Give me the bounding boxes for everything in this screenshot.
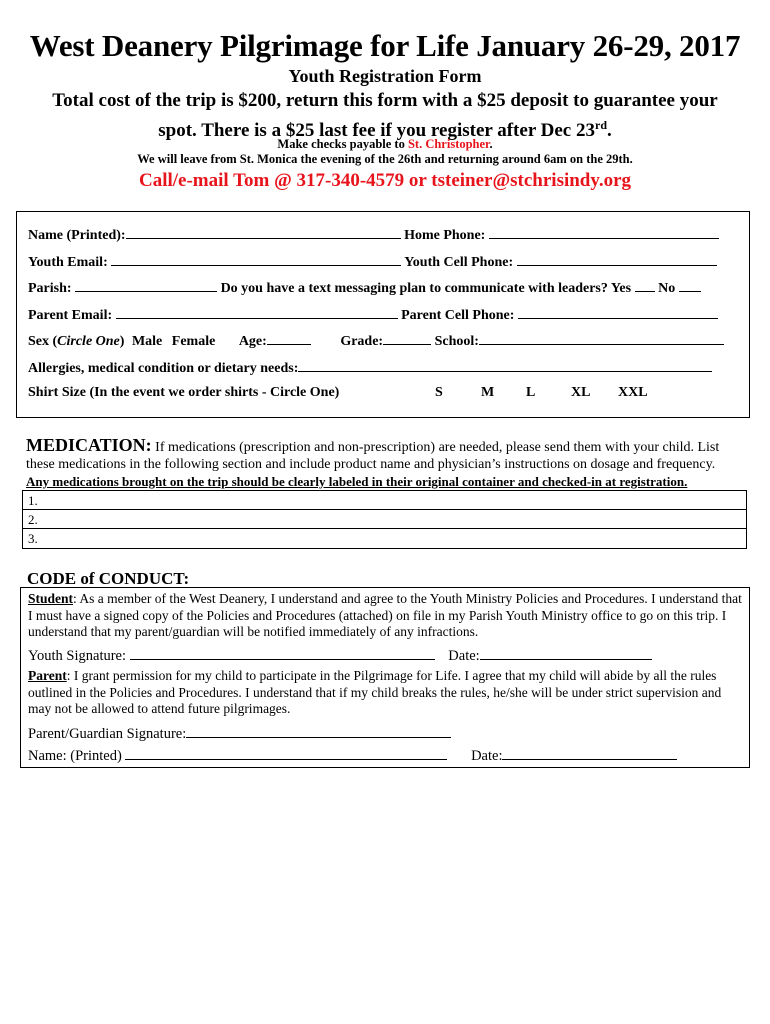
checks-payee: St. Christopher bbox=[407, 137, 490, 151]
home-phone-field[interactable] bbox=[489, 226, 719, 239]
guardian-signature-row bbox=[28, 725, 451, 743]
registration-box bbox=[16, 211, 750, 418]
cost-line-1: Total cost of the trip is $200, return this form with a $25 deposit to guarantee your bbox=[52, 90, 718, 111]
youth-cell-label: Youth Cell Phone: bbox=[404, 255, 514, 270]
parent-statement bbox=[28, 668, 744, 718]
size-xl[interactable]: XL bbox=[571, 385, 591, 400]
parent-name-row bbox=[28, 747, 677, 765]
grade-field[interactable] bbox=[383, 332, 431, 345]
sex-label-end: ) bbox=[119, 334, 125, 349]
cost-info bbox=[18, 89, 752, 143]
name-field[interactable] bbox=[126, 226, 401, 239]
checks-suffix: . bbox=[489, 137, 493, 151]
home-phone-label: Home Phone: bbox=[404, 228, 486, 243]
sex-row bbox=[28, 332, 724, 350]
name-printed-label: Name: (Printed) bbox=[28, 748, 122, 764]
sex-label: Sex ( bbox=[28, 334, 58, 349]
youth-signature-row bbox=[28, 647, 652, 665]
age-field[interactable] bbox=[267, 332, 311, 345]
parent-email-field[interactable] bbox=[116, 306, 398, 319]
cost-line-2: spot. There is a $25 last fee if you register after Dec 23 bbox=[158, 120, 595, 141]
contact-info: Call/e-mail Tom @ 317-340-4579 or tsteiner@stchrisindy.org bbox=[138, 170, 632, 191]
no-label: No bbox=[658, 281, 676, 296]
name-label: Name (Printed): bbox=[28, 228, 126, 243]
text-plan-question: Do you have a text messaging plan to communicate with leaders? bbox=[220, 281, 608, 296]
youth-email-field[interactable] bbox=[111, 253, 401, 266]
female-option[interactable]: Female bbox=[171, 334, 216, 349]
page-title: West Deanery Pilgrimage for Life January 26-29, 2017 bbox=[29, 28, 741, 63]
youth-signature-label: Youth Signature: bbox=[28, 648, 127, 664]
school-field[interactable] bbox=[479, 332, 724, 345]
shirt-label: Shirt Size (In the event we order shirts - Circle One) bbox=[28, 385, 340, 400]
cost-superscript: rd bbox=[595, 118, 607, 132]
school-label: School: bbox=[434, 334, 479, 349]
youth-date-label: Date: bbox=[448, 648, 480, 664]
allergies-row bbox=[28, 359, 712, 377]
parent-name-field[interactable] bbox=[125, 747, 447, 760]
parent-cell-label: Parent Cell Phone: bbox=[401, 308, 515, 323]
yes-label: Yes bbox=[610, 281, 632, 296]
medication-title: MEDICATION bbox=[26, 435, 146, 455]
youth-email-row bbox=[28, 253, 717, 271]
guardian-signature-label: Parent/Guardian Signature: bbox=[28, 726, 187, 742]
student-text: : As a member of the West Deanery, I understand and agree to the Youth Ministry Policies and Procedures. I understand that I must have a signed copy of the Policies and Procedures (attached) on file in my Parish Youth Ministry office to go on this trip. I understand that my parent/guardian will be notified immediately of any infractions. bbox=[28, 591, 742, 639]
size-xxl[interactable]: XXL bbox=[618, 385, 648, 400]
medication-header bbox=[26, 437, 746, 456]
youth-email-label: Youth Email: bbox=[28, 255, 108, 270]
medication-intro-2: these medications in the following section and include product name and physician’s instructions on dosage and frequency. bbox=[26, 457, 716, 472]
medication-row[interactable]: 1. bbox=[23, 491, 746, 510]
student-statement bbox=[28, 591, 744, 641]
parish-row bbox=[28, 279, 701, 297]
parent-label: Parent bbox=[28, 668, 67, 683]
medication-row[interactable]: 2. bbox=[23, 510, 746, 529]
parent-cell-field[interactable] bbox=[518, 306, 718, 319]
youth-signature-field[interactable] bbox=[130, 647, 435, 660]
conduct-box bbox=[20, 587, 750, 768]
size-s[interactable]: S bbox=[435, 385, 443, 400]
student-label: Student bbox=[28, 591, 74, 606]
youth-date-field[interactable] bbox=[480, 647, 652, 660]
conduct-title: CODE of CONDUCT: bbox=[27, 569, 190, 588]
medication-colon: : bbox=[145, 435, 152, 455]
medication-table bbox=[22, 490, 747, 549]
circle-one-label: Circle One bbox=[57, 334, 120, 349]
checks-payable bbox=[0, 137, 770, 152]
male-option[interactable]: Male bbox=[131, 334, 163, 349]
grade-label: Grade: bbox=[340, 334, 384, 349]
parent-text: : I grant permission for my child to participate in the Pilgrimage for Life. I agree that my child will abide by all the rules outlined in the Policies and Procedures. I understand that if my child breaks the rules, he/she will be under strict supervision and may not be allowed to attend future pilgrimages. bbox=[28, 668, 722, 716]
yes-field[interactable] bbox=[635, 279, 655, 292]
form-subtitle: Youth Registration Form bbox=[288, 66, 482, 86]
allergies-label: Allergies, medical condition or dietary needs: bbox=[28, 361, 299, 376]
checks-prefix: Make checks payable to bbox=[277, 137, 408, 151]
departure-info: We will leave from St. Monica the evening of the 26th and returning around 6am on the 29th. bbox=[137, 152, 633, 166]
cost-end: . bbox=[607, 120, 612, 141]
name-row bbox=[28, 226, 719, 244]
parent-email-label: Parent Email: bbox=[28, 308, 113, 323]
parish-label: Parish: bbox=[28, 281, 72, 296]
age-label: Age: bbox=[238, 334, 267, 349]
size-m[interactable]: M bbox=[481, 385, 495, 400]
shirt-row bbox=[28, 385, 748, 401]
medication-warning: Any medications brought on the trip should be clearly labeled in their original container and checked-in at registration. bbox=[26, 474, 688, 489]
medication-row[interactable]: 3. bbox=[28, 531, 38, 546]
allergies-field[interactable] bbox=[298, 359, 712, 372]
guardian-signature-field[interactable] bbox=[186, 725, 451, 738]
parent-email-row bbox=[28, 306, 718, 324]
parent-date-label: Date: bbox=[471, 748, 503, 764]
parent-date-field[interactable] bbox=[502, 747, 677, 760]
size-l[interactable]: L bbox=[526, 385, 536, 400]
parish-field[interactable] bbox=[75, 279, 217, 292]
no-field[interactable] bbox=[679, 279, 701, 292]
medication-intro-1: If medications (prescription and non-prescription) are needed, please send them with your child. List bbox=[155, 440, 720, 455]
youth-cell-field[interactable] bbox=[517, 253, 717, 266]
